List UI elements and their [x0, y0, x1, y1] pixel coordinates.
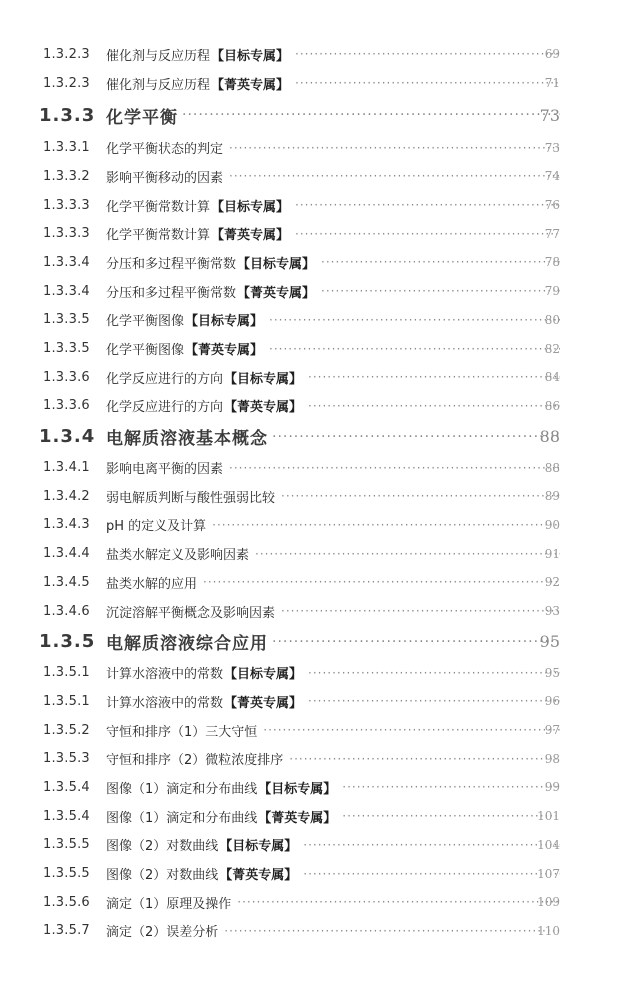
toc-entry-tag: 【目标专属】 — [211, 48, 290, 64]
dot-leader — [308, 370, 560, 384]
toc-entry-number: 1.3.4.4 — [43, 546, 90, 562]
toc-entry[interactable] — [0, 888, 630, 917]
dot-leader — [303, 867, 560, 881]
toc-entry[interactable] — [0, 69, 630, 98]
dot-leader — [308, 694, 560, 708]
toc-entry-page-number: 88 — [539, 427, 560, 447]
toc-entry-title-wrap — [106, 74, 560, 93]
toc-entry-page-number: 98 — [544, 751, 560, 766]
toc-entry-title: 电解质溶液基本概念 — [106, 429, 268, 450]
toc-entry-tag: 【目标专属】 — [224, 667, 303, 683]
toc-entry-title-wrap — [106, 253, 560, 272]
toc-entry[interactable] — [0, 831, 630, 860]
toc-entry-title-wrap — [106, 167, 560, 186]
toc-entry-number: 1.3.5.2 — [43, 722, 90, 738]
toc-entry-title: 电解质溶液综合应用 — [106, 634, 268, 655]
toc-entry-title-wrap — [106, 692, 560, 711]
toc-entry-title: 滴定（2）误差分析 — [106, 925, 219, 941]
dot-leader — [224, 924, 560, 938]
toc-entry[interactable] — [0, 859, 630, 888]
dot-leader — [281, 489, 560, 503]
toc-entry-number: 1.3.4.2 — [43, 488, 90, 504]
toc-entry-title: 分压和多过程平衡常数 — [106, 256, 237, 272]
toc-entry[interactable] — [0, 392, 630, 421]
toc-entry-number: 1.3.5.1 — [43, 693, 90, 709]
toc-entry-number: 1.3.3.3 — [43, 226, 90, 242]
toc-entry-number: 1.3.2.3 — [43, 46, 90, 62]
toc-entry-tag: 【目标专属】 — [211, 199, 290, 215]
toc-entry-number: 1.3.3.6 — [43, 398, 90, 414]
toc-entry-title: 催化剂与反应历程 — [106, 77, 211, 93]
toc-entry[interactable] — [0, 453, 630, 482]
toc-entry-title: pH 的定义及计算 — [106, 519, 207, 535]
toc-entry-page-number: 78 — [544, 255, 560, 270]
toc-entry-title-wrap — [106, 282, 560, 301]
toc-entry-title: 化学平衡常数计算 — [106, 199, 211, 215]
toc-entry-title: 沉淀溶解平衡概念及影响因素 — [106, 605, 276, 621]
toc-entry-number: 1.3.3.6 — [43, 369, 90, 385]
dot-leader — [308, 666, 560, 680]
toc-entry-number: 1.3.4.3 — [43, 517, 90, 533]
toc-entry-page-number: 107 — [537, 866, 560, 881]
toc-entry[interactable] — [0, 191, 630, 220]
toc-entry-page-number: 93 — [544, 604, 560, 619]
toc-entry-title: 图像（1）滴定和分布曲线 — [106, 810, 258, 826]
toc-entry-number: 1.3.5.5 — [43, 866, 90, 882]
toc-entry-page-number: 97 — [544, 723, 560, 738]
toc-entry-number: 1.3.4 — [39, 426, 96, 448]
toc-entry-page-number: 92 — [544, 575, 560, 590]
dot-leader — [237, 895, 560, 909]
toc-entry-number: 1.3.2.3 — [43, 75, 90, 91]
toc-entry-title: 化学平衡状态的判定 — [106, 142, 224, 158]
dot-leader — [182, 107, 560, 123]
toc-entry-tag: 【目标专属】 — [237, 256, 316, 272]
toc-entry-page-number: 74 — [544, 169, 560, 184]
toc-entry-number: 1.3.5.3 — [43, 751, 90, 767]
toc-entry-title: 化学反应进行的方向 — [106, 400, 224, 416]
toc-entry-tag: 【目标专属】 — [258, 781, 337, 797]
toc-entry-title: 守恒和排序（1）三大守恒 — [106, 724, 258, 740]
toc-entry-title: 滴定（1）原理及操作 — [106, 896, 232, 912]
toc-entry-title-wrap — [106, 893, 560, 912]
toc-entry-title: 化学平衡常数计算 — [106, 228, 211, 244]
dot-leader — [203, 575, 560, 589]
toc-entry-tag: 【菁英专属】 — [224, 400, 303, 416]
toc-entry-title-wrap — [106, 629, 560, 654]
toc-entry-title-wrap — [106, 602, 560, 621]
toc-entry-title: 图像（2）对数曲线 — [106, 868, 219, 884]
toc-entry-number: 1.3.5.5 — [43, 837, 90, 853]
toc-entry-page-number: 109 — [537, 895, 560, 910]
toc-entry-title-wrap — [106, 310, 560, 329]
toc-entry-page-number: 73 — [539, 105, 560, 125]
toc-entry-title: 盐类水解定义及影响因素 — [106, 548, 250, 564]
toc-entry-page-number: 89 — [544, 489, 560, 504]
dot-leader — [229, 169, 560, 183]
toc-entry[interactable] — [0, 334, 630, 363]
toc-entry-title-wrap — [106, 339, 560, 358]
toc-entry-number: 1.3.4.1 — [43, 460, 90, 476]
toc-entry-page-number: 91 — [544, 546, 560, 561]
toc-entry[interactable] — [0, 277, 630, 306]
dot-leader — [229, 461, 560, 475]
toc-entry-title-wrap — [106, 45, 560, 64]
toc-entry-tag: 【菁英专属】 — [211, 77, 290, 93]
toc-entry-title-wrap — [106, 864, 560, 883]
toc-entry-tag: 【菁英专属】 — [185, 343, 264, 359]
toc-entry-title: 计算水溶液中的常数 — [106, 695, 224, 711]
toc-entry-title-wrap — [106, 515, 560, 534]
toc-entry[interactable] — [0, 363, 630, 392]
toc-entry-number: 1.3.5.1 — [43, 665, 90, 681]
toc-entry-title-wrap — [106, 458, 560, 477]
toc-entry-page-number: 71 — [544, 76, 560, 91]
toc-entry-number: 1.3.3.1 — [43, 140, 90, 156]
toc-entry-title-wrap — [106, 196, 560, 215]
toc-entry[interactable] — [0, 744, 630, 773]
toc-entry-page-number: 96 — [544, 694, 560, 709]
toc-entry-page-number: 73 — [544, 140, 560, 155]
toc-entry-title: 计算水溶液中的常数 — [106, 667, 224, 683]
toc-entry-title-wrap — [106, 224, 560, 243]
toc-entry-title: 弱电解质判断与酸性强弱比较 — [106, 490, 276, 506]
toc-entry[interactable] — [0, 716, 630, 745]
toc-entry-page-number: 90 — [544, 517, 560, 532]
dot-leader — [263, 723, 560, 737]
toc-entry-title-wrap — [106, 103, 560, 128]
toc-entry-number: 1.3.4.6 — [43, 603, 90, 619]
toc-entry-page-number: 95 — [544, 665, 560, 680]
toc-entry-title-wrap — [106, 749, 560, 768]
toc-entry-title-wrap — [106, 721, 560, 740]
toc-entry-number: 1.3.3.4 — [43, 254, 90, 270]
dot-leader — [229, 141, 560, 155]
dot-leader — [295, 47, 560, 61]
toc-entry-title-wrap — [106, 424, 560, 449]
toc-entry-title: 化学反应进行的方向 — [106, 371, 224, 387]
toc-entry-tag: 【菁英专属】 — [258, 810, 337, 826]
toc-entry[interactable] — [0, 658, 630, 687]
toc-entry-title: 盐类水解的应用 — [106, 576, 198, 592]
toc-entry-page-number: 69 — [544, 47, 560, 62]
toc-entry-tag: 【菁英专属】 — [237, 285, 316, 301]
toc-entry-title: 图像（1）滴定和分布曲线 — [106, 781, 258, 797]
toc-entry-page-number: 80 — [544, 312, 560, 327]
toc-entry-tag: 【目标专属】 — [185, 314, 264, 330]
toc-entry[interactable] — [0, 482, 630, 511]
dot-leader — [255, 547, 560, 561]
toc-entry-title: 化学平衡图像 — [106, 343, 185, 359]
toc-entry-title-wrap — [106, 487, 560, 506]
toc-entry-title-wrap — [106, 921, 560, 940]
dot-leader — [281, 604, 560, 618]
toc-entry-title: 分压和多过程平衡常数 — [106, 285, 237, 301]
toc-entry-title-wrap — [106, 573, 560, 592]
toc-entry-page-number: 95 — [539, 632, 560, 652]
toc-entry[interactable] — [0, 597, 630, 626]
dot-leader — [272, 634, 560, 650]
toc-entry-page-number: 76 — [544, 198, 560, 213]
toc-entry-title-wrap — [106, 663, 560, 682]
dot-leader — [272, 429, 560, 445]
toc-entry-number: 1.3.5.6 — [43, 894, 90, 910]
toc-entry-page-number: 82 — [544, 341, 560, 356]
toc-entry-title-wrap — [106, 835, 560, 854]
toc-section-heading[interactable] — [0, 420, 630, 453]
toc-entry[interactable] — [0, 306, 630, 335]
toc-entry-title-wrap — [106, 396, 560, 415]
toc-entry-title: 催化剂与反应历程 — [106, 48, 211, 64]
toc-entry-tag: 【菁英专属】 — [219, 868, 298, 884]
toc-entry-tag: 【目标专属】 — [224, 371, 303, 387]
toc-entry[interactable] — [0, 162, 630, 191]
toc-entry-number: 1.3.5.4 — [43, 808, 90, 824]
dot-leader — [303, 838, 560, 852]
dot-leader — [308, 399, 560, 413]
toc-entry-number: 1.3.5.7 — [43, 923, 90, 939]
dot-leader — [295, 76, 560, 90]
dot-leader — [295, 227, 560, 241]
toc-entry[interactable] — [0, 248, 630, 277]
toc-entry-number: 1.3.4.5 — [43, 574, 90, 590]
toc-entry-page-number: 88 — [544, 460, 560, 475]
toc-entry[interactable] — [0, 773, 630, 802]
toc-entry-number: 1.3.3.5 — [43, 341, 90, 357]
toc-entry[interactable] — [0, 133, 630, 162]
toc-entry-tag: 【菁英专属】 — [211, 228, 290, 244]
toc-entry-number: 1.3.3.5 — [43, 312, 90, 328]
toc-entry-number: 1.3.3.3 — [43, 197, 90, 213]
toc-entry-title: 化学平衡 — [106, 107, 178, 128]
toc-entry-title: 图像（2）对数曲线 — [106, 839, 219, 855]
toc-entry-title-wrap — [106, 778, 560, 797]
toc-section-heading[interactable] — [0, 97, 630, 133]
toc-entry[interactable] — [0, 511, 630, 540]
toc-entry[interactable] — [0, 40, 630, 69]
toc-entry-title-wrap — [106, 807, 560, 826]
toc-entry-number: 1.3.3 — [39, 104, 96, 126]
toc-entry-tag: 【目标专属】 — [219, 839, 298, 855]
dot-leader — [295, 198, 560, 212]
toc-entry-title: 化学平衡图像 — [106, 314, 185, 330]
toc-entry[interactable] — [0, 568, 630, 597]
toc-entry-page-number: 79 — [544, 284, 560, 299]
toc-entry-title: 影响电离平衡的因素 — [106, 462, 224, 478]
toc-entry[interactable] — [0, 219, 630, 248]
toc-entry-number: 1.3.3.2 — [43, 168, 90, 184]
toc-entry-page-number: 110 — [537, 923, 560, 938]
toc-entry-title: 影响平衡移动的因素 — [106, 170, 224, 186]
dot-leader — [212, 518, 560, 532]
toc-entry-number: 1.3.5.4 — [43, 779, 90, 795]
toc-entry[interactable] — [0, 687, 630, 716]
dot-leader — [269, 342, 560, 356]
toc-entry-number: 1.3.3.4 — [43, 283, 90, 299]
dot-leader — [269, 313, 560, 327]
toc-entry[interactable] — [0, 539, 630, 568]
table-of-contents — [0, 40, 630, 945]
toc-entry-title-wrap — [106, 138, 560, 157]
toc-entry-title-wrap — [106, 544, 560, 563]
toc-entry-page-number: 77 — [544, 226, 560, 241]
dot-leader — [289, 752, 560, 766]
toc-entry[interactable] — [0, 802, 630, 831]
toc-entry-title: 守恒和排序（2）微粒浓度排序 — [106, 753, 284, 769]
toc-section-heading[interactable] — [0, 625, 630, 658]
toc-entry-title-wrap — [106, 368, 560, 387]
toc-entry-page-number: 99 — [544, 780, 560, 795]
toc-entry-page-number: 101 — [537, 809, 560, 824]
toc-entry-tag: 【菁英专属】 — [224, 695, 303, 711]
toc-entry-page-number: 86 — [544, 398, 560, 413]
toc-entry[interactable] — [0, 917, 630, 946]
toc-entry-page-number: 104 — [537, 837, 560, 852]
toc-entry-number: 1.3.5 — [39, 631, 96, 653]
toc-entry-page-number: 84 — [544, 370, 560, 385]
